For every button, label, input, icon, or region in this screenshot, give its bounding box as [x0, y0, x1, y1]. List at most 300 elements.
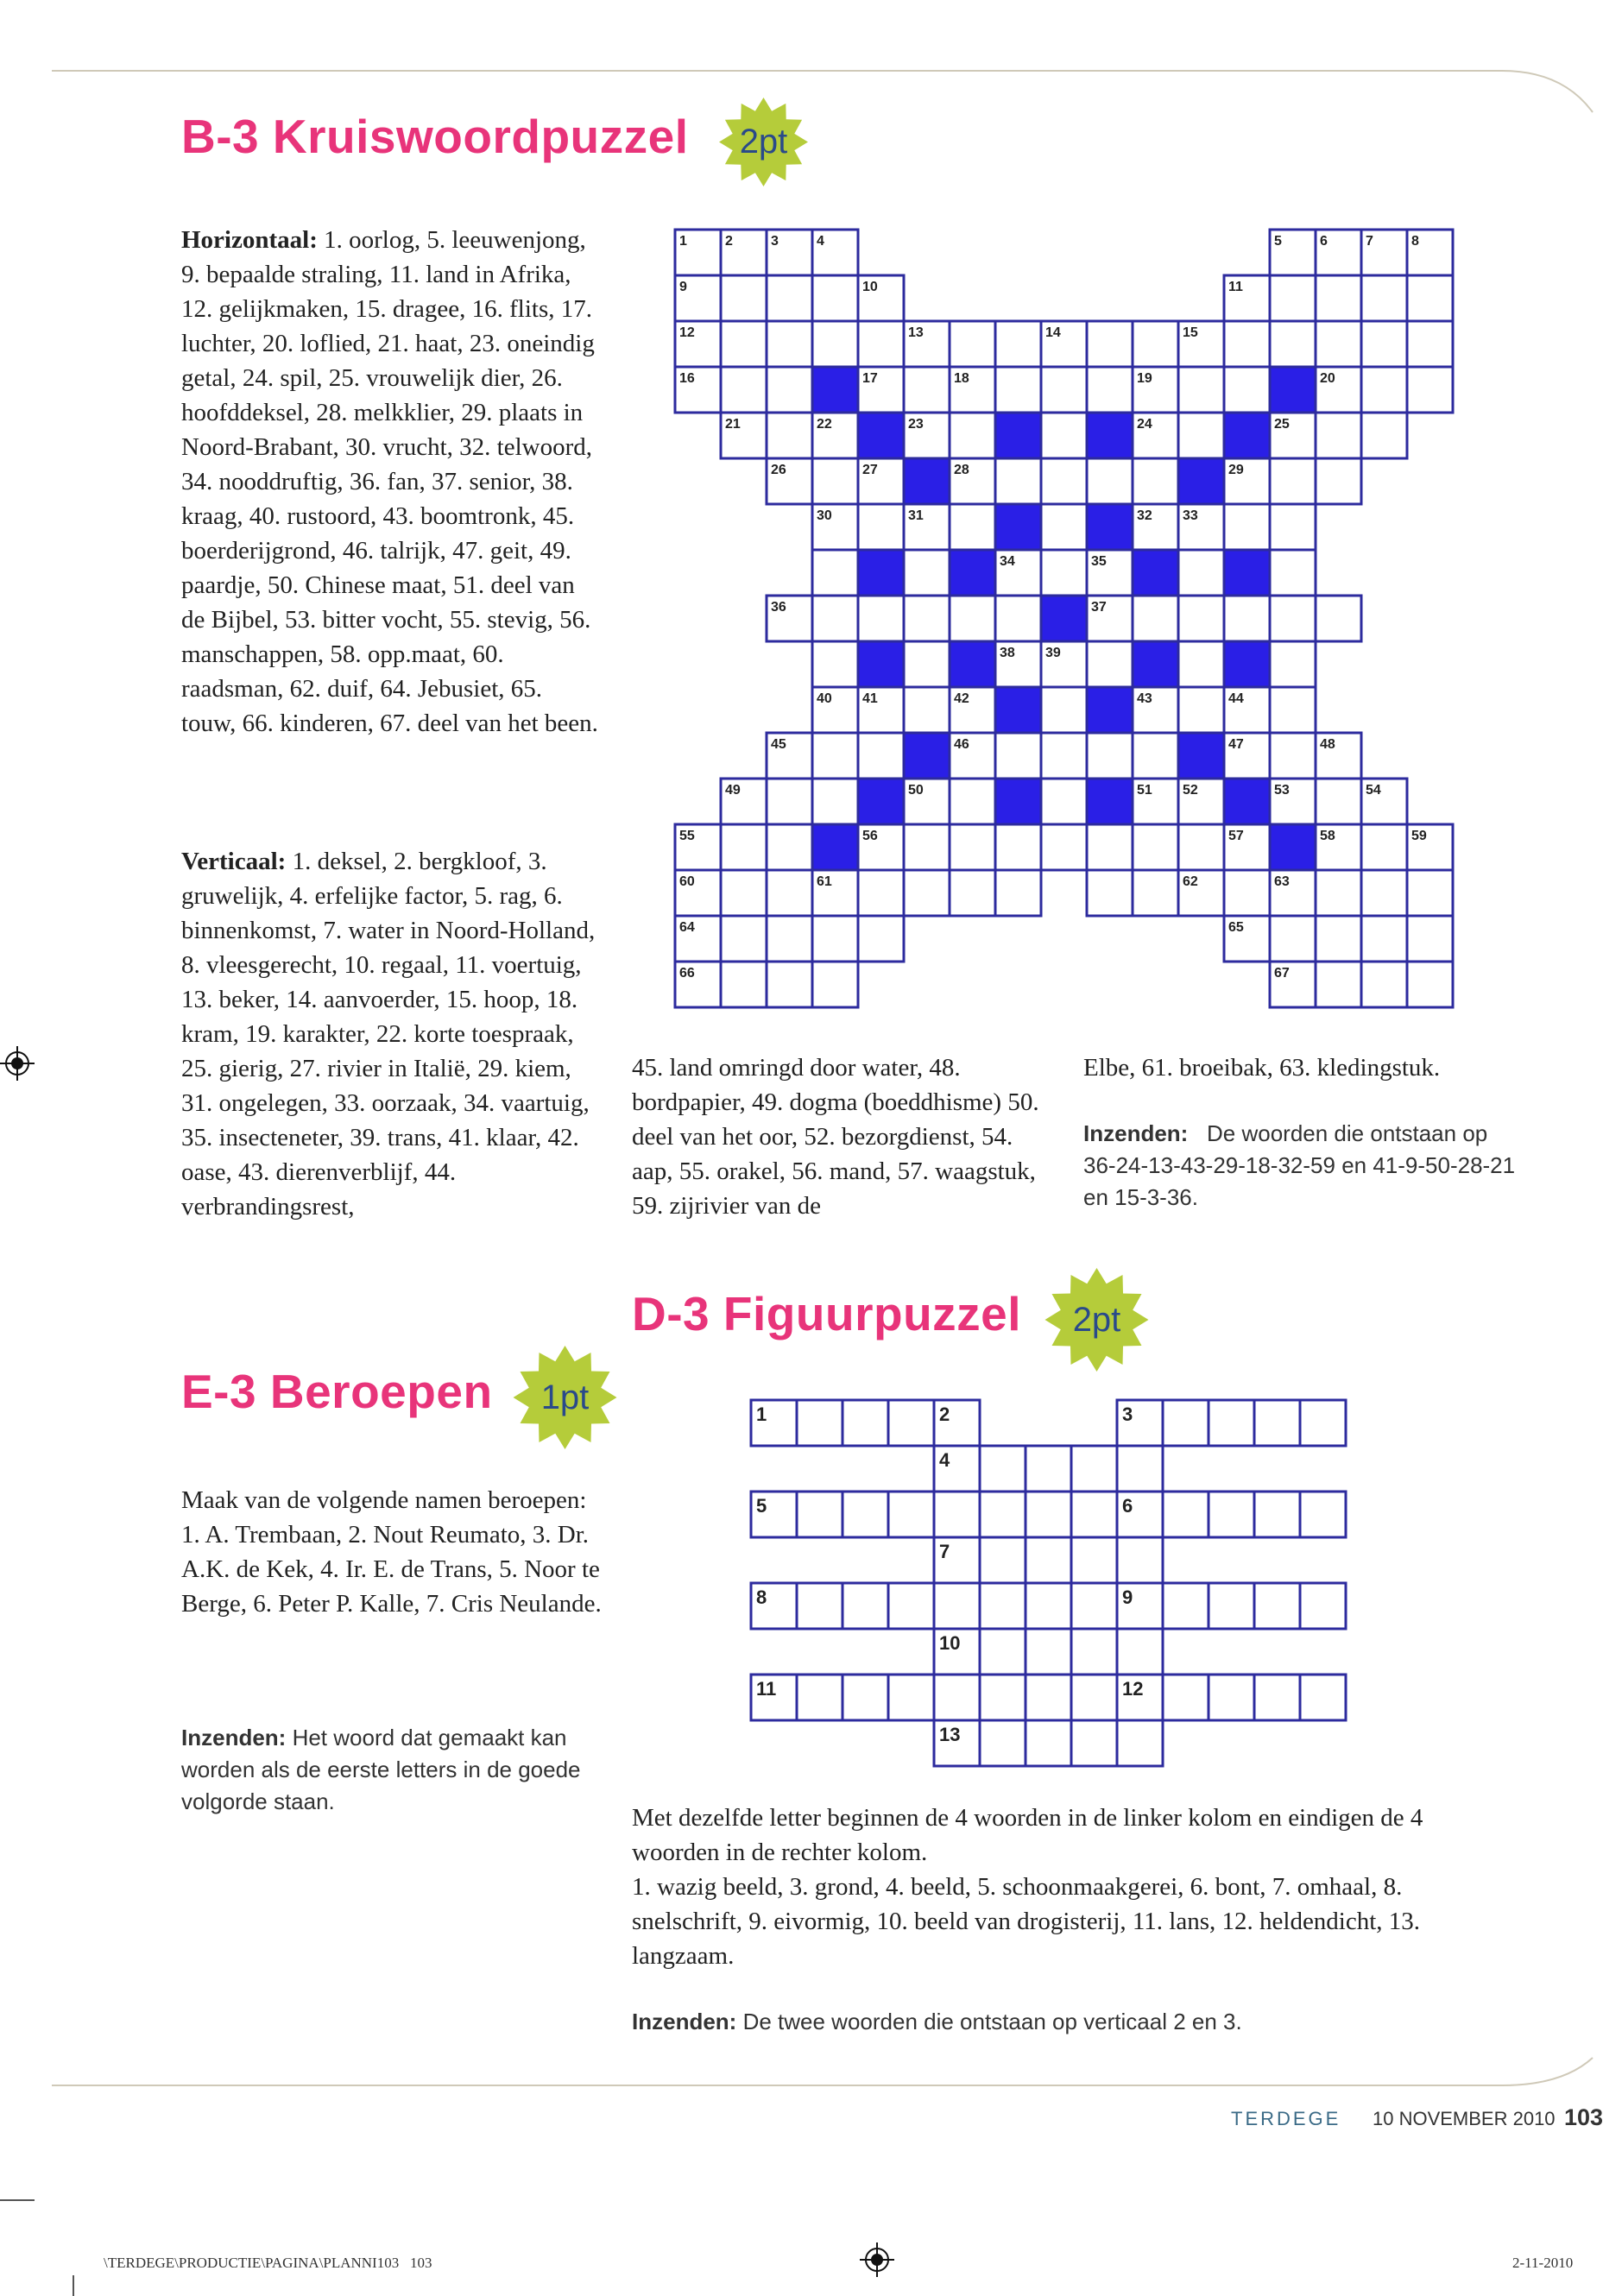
figure-cell[interactable]: [843, 1400, 888, 1446]
crossword-cell[interactable]: [1224, 504, 1270, 550]
crossword-cell[interactable]: [995, 321, 1041, 367]
crossword-cell[interactable]: [950, 321, 995, 367]
crossword-cell-number: 39: [1045, 646, 1061, 660]
crossword-cell-number: 24: [1137, 417, 1152, 432]
crossword-cell[interactable]: [1270, 321, 1316, 367]
figure-cell[interactable]: [1071, 1720, 1117, 1766]
crossword-cell-number: 25: [1274, 417, 1290, 432]
figure-cell[interactable]: [1026, 1446, 1071, 1492]
beroepen-submit-label: Inzenden:: [181, 1725, 287, 1750]
crossword-cell[interactable]: [1087, 641, 1133, 687]
crossword-cell[interactable]: [767, 779, 812, 824]
crossword-black-cell: [1224, 641, 1270, 687]
crossword-cell-number: 53: [1274, 783, 1290, 798]
crossword-cell[interactable]: [950, 824, 995, 870]
crossword-cell[interactable]: [1361, 962, 1407, 1007]
crossword-cell-number: 35: [1091, 554, 1107, 569]
crossword-cell[interactable]: [767, 321, 812, 367]
kruiswoord-submit-label: Inzenden:: [1083, 1120, 1189, 1146]
crossword-cell[interactable]: [1178, 687, 1224, 733]
crossword-cell[interactable]: [1133, 458, 1178, 504]
crossword-cell-number: 9: [679, 280, 687, 294]
crossword-cell[interactable]: [1270, 550, 1316, 596]
crossword-cell[interactable]: [858, 916, 904, 962]
crossword-cell-number: 63: [1274, 874, 1290, 889]
crossword-cell[interactable]: [812, 458, 858, 504]
crossword-cell-number: 7: [1366, 234, 1373, 249]
crossword-black-cell: [812, 367, 858, 413]
crossword-cell[interactable]: [1270, 916, 1316, 962]
crossword-cell-number: 50: [908, 783, 924, 798]
crossword-cell[interactable]: [1361, 824, 1407, 870]
crossword-cell[interactable]: [950, 504, 995, 550]
footer-print-date: 2-11-2010: [1512, 2255, 1574, 2271]
crossword-cell[interactable]: [1133, 824, 1178, 870]
figure-cell[interactable]: [980, 1446, 1026, 1492]
figure-cell[interactable]: [1026, 1629, 1071, 1675]
kruiswoord-submit: [1083, 1118, 1519, 1214]
crossword-cell-number: 21: [725, 417, 741, 432]
horizontal-label: Horizontaal:: [181, 226, 318, 254]
crossword-cell[interactable]: [1041, 824, 1087, 870]
crossword-cell-number: 57: [1228, 829, 1244, 843]
crossword-cell[interactable]: [1270, 687, 1316, 733]
crossword-cell[interactable]: [1361, 413, 1407, 458]
figure-cell[interactable]: [1026, 1675, 1071, 1720]
figure-cell[interactable]: [843, 1675, 888, 1720]
figure-puzzle-grid[interactable]: [749, 1398, 1354, 1778]
figure-cell[interactable]: [1209, 1675, 1254, 1720]
crossword-cell-number: 4: [817, 234, 824, 249]
footer-date: 10 NOVEMBER 2010: [1373, 2108, 1556, 2129]
crossword-cell[interactable]: [1087, 824, 1133, 870]
crossword-cell-number: 34: [1000, 554, 1015, 569]
figuur-intro: Met dezelfde letter beginnen de 4 woorden in de linker kolom en eindigen de 4 woorden in de rechter kolom.: [632, 1804, 1423, 1866]
crossword-cell[interactable]: [1224, 870, 1270, 916]
crossword-cell[interactable]: [721, 321, 767, 367]
crossword-cell-number: 44: [1228, 691, 1244, 706]
figure-cell[interactable]: [797, 1400, 843, 1446]
crossword-cell[interactable]: [1133, 870, 1178, 916]
crossword-cell-number: 61: [817, 874, 832, 889]
figure-cell[interactable]: [843, 1492, 888, 1537]
figure-cell[interactable]: [797, 1583, 843, 1629]
crossword-cell[interactable]: [1178, 367, 1224, 413]
crossword-cell[interactable]: [1041, 733, 1087, 779]
crossword-cell[interactable]: [767, 275, 812, 321]
crossword-black-cell: [1087, 687, 1133, 733]
crossword-cell[interactable]: [1087, 870, 1133, 916]
crossword-cell[interactable]: [812, 641, 858, 687]
figure-cell[interactable]: [1254, 1492, 1300, 1537]
crossword-cell[interactable]: [904, 367, 950, 413]
figuur-points: 2pt: [1072, 1300, 1121, 1339]
crossword-cell[interactable]: [1133, 733, 1178, 779]
figure-cell[interactable]: [888, 1675, 934, 1720]
crossword-cell[interactable]: [1407, 870, 1453, 916]
figure-cell[interactable]: [934, 1675, 980, 1720]
figure-cell[interactable]: [1117, 1537, 1163, 1583]
crossword-cell-number: 65: [1228, 920, 1244, 935]
crossword-cell[interactable]: [1407, 916, 1453, 962]
figure-cell[interactable]: [980, 1492, 1026, 1537]
figure-cell-number: 5: [756, 1495, 767, 1517]
figure-cell[interactable]: [1071, 1446, 1117, 1492]
figure-cell[interactable]: [980, 1583, 1026, 1629]
crossword-cell-number: 22: [817, 417, 832, 432]
crossword-cell[interactable]: [1407, 321, 1453, 367]
crossword-cell[interactable]: [767, 870, 812, 916]
bottom-border-curve: [0, 2054, 1593, 2115]
figure-cell[interactable]: [1254, 1675, 1300, 1720]
figure-cell-number: 9: [1122, 1586, 1133, 1608]
crossword-cell[interactable]: [904, 687, 950, 733]
crossword-cell[interactable]: [1361, 916, 1407, 962]
crossword-cell-number: 37: [1091, 600, 1107, 615]
crossword-cell-number: 29: [1228, 463, 1244, 477]
crossword-cell-number: 20: [1320, 371, 1335, 386]
figure-cell[interactable]: [980, 1629, 1026, 1675]
crossword-cell-number: 36: [771, 600, 786, 615]
crossword-cell[interactable]: [1178, 413, 1224, 458]
horizontal-text: 1. oorlog, 5. leeuwenjong, 9. bepaalde straling, 11. land in Afrika, 12. gelijkmaken, 15. dragee, 16. flits, 17. luchter, 20. loflied, 21. haat, 23. oneindig getal, 24. spil, 25. vrouwelijk dier, 26. hoofddeksel, 28. melkklier, 29. plaats in Noord-Brabant, 30. vrucht, 32. telwoord, 34. nooddruftig, 36. fan, 37. senior, 38. kraag, 40. rustoord, 43. boomtronk, 45. boerderijgrond, 46. talrijk, 47. geit, 49. paardje, 50. Chinese maat, 51. deel van de Bijbel, 53. bitter vocht, 55. stevig, 56. manschappen, 58. opp.maat, 60. raadsman, 62. duif, 64. Jebusiet, 65. touw, 66. kinderen, 67. deel van het been.: [181, 226, 598, 737]
figure-cell[interactable]: [1071, 1537, 1117, 1583]
figure-cell[interactable]: [980, 1537, 1026, 1583]
figure-cell[interactable]: [1163, 1492, 1209, 1537]
figure-cell[interactable]: [1163, 1675, 1209, 1720]
figure-cell[interactable]: [1071, 1492, 1117, 1537]
figure-cell-number: 1: [756, 1403, 767, 1425]
crossword-cell[interactable]: [1316, 962, 1361, 1007]
crossword-cell[interactable]: [812, 275, 858, 321]
figure-cell[interactable]: [980, 1720, 1026, 1766]
registration-mark-bottom: [860, 2242, 894, 2277]
figure-cell[interactable]: [888, 1583, 934, 1629]
figuur-points-badge: [1034, 1267, 1159, 1372]
crossword-black-cell: [858, 779, 904, 824]
crossword-cell[interactable]: [1178, 596, 1224, 641]
crossword-black-cell: [904, 733, 950, 779]
crossword-cell[interactable]: [1224, 596, 1270, 641]
crossword-cell-number: 14: [1045, 325, 1061, 340]
figure-cell-number: 3: [1122, 1403, 1133, 1425]
vertical-text-col1: 1. deksel, 2. bergkloof, 3. gruwelijk, 4. erfelijke factor, 5. rag, 6. binnenkomst, 7. water in Noord-Holland, 8. vleesgerecht, 10. regaal, 11. voertuig, 13. beker, 14. aanvoerder, 15. hoop, 18. kram, 19. karakter, 22. korte toespraak, 25. gierig, 27. rivier in Italië, 29. kiem, 31. ongelegen, 33. oorzaak, 34. vaartuig, 35. insecteneter, 39. trans, 41. klaar, 42. oase, 43. dierenverblijf, 44. verbrandingsrest,: [181, 848, 596, 1221]
crossword-cell-number: 49: [725, 783, 741, 798]
crossword-cell[interactable]: [767, 413, 812, 458]
figure-cell-number: 2: [939, 1403, 950, 1425]
crossword-cell[interactable]: [858, 733, 904, 779]
crossword-cell[interactable]: [858, 596, 904, 641]
figure-cell[interactable]: [1209, 1492, 1254, 1537]
crossword-cell[interactable]: [767, 824, 812, 870]
figure-cell[interactable]: [1071, 1675, 1117, 1720]
crossword-black-cell: [1224, 779, 1270, 824]
figure-cell-number: 12: [1122, 1678, 1144, 1700]
crossword-black-cell: [858, 550, 904, 596]
crossword-cell[interactable]: [1361, 275, 1407, 321]
crossword-cell[interactable]: [721, 367, 767, 413]
figure-cell[interactable]: [934, 1492, 980, 1537]
figure-cell[interactable]: [1071, 1583, 1117, 1629]
crossword-black-cell: [995, 504, 1041, 550]
crossword-cell[interactable]: [1087, 367, 1133, 413]
crossword-cell[interactable]: [812, 733, 858, 779]
figuur-submit: [632, 2006, 1530, 2038]
beroepen-intro: Maak van de volgende namen beroepen:: [181, 1486, 587, 1514]
footer-left-tick: [73, 2275, 74, 2296]
crossword-cell[interactable]: [1361, 870, 1407, 916]
crossword-cell-number: 38: [1000, 646, 1015, 660]
figure-cell[interactable]: [1254, 1583, 1300, 1629]
crossword-cell[interactable]: [1224, 367, 1270, 413]
beroepen-text: [181, 1483, 603, 1621]
crossword-cell[interactable]: [721, 962, 767, 1007]
crossword-cell[interactable]: [950, 779, 995, 824]
crossword-cell[interactable]: [767, 367, 812, 413]
crossword-cell-number: 62: [1183, 874, 1198, 889]
crossword-cell[interactable]: [1178, 641, 1224, 687]
crossword-cell[interactable]: [1316, 870, 1361, 916]
figure-cell[interactable]: [1026, 1537, 1071, 1583]
beroepen-points-badge: [502, 1345, 628, 1450]
figure-cell[interactable]: [797, 1675, 843, 1720]
beroepen-submit: [181, 1722, 596, 1818]
footer-left-rule: [0, 2199, 35, 2201]
crossword-cell[interactable]: [995, 824, 1041, 870]
crossword-cell-number: 46: [954, 737, 969, 752]
beroepen-title: E-3 Beroepen: [181, 1365, 493, 1418]
crossword-cell[interactable]: [812, 550, 858, 596]
crossword-black-cell: [1224, 550, 1270, 596]
crossword-black-cell: [1270, 367, 1316, 413]
figuur-clues: 1. wazig beeld, 3. grond, 4. beeld, 5. schoonmaakgerei, 6. bont, 7. omhaal, 8. snelschrift, 9. eivormig, 10. beeld van drogisterij, 11. lans, 12. heldendicht, 13. langzaam.: [632, 1873, 1421, 1970]
kruiswoord-submit-text: De woorden die ontstaan op 36-24-13-43-29-18-32-59 en 41-9-50-28-21 en 15-3-36.: [1083, 1120, 1516, 1210]
crossword-cell-number: 12: [679, 325, 695, 340]
crossword-cell[interactable]: [812, 779, 858, 824]
figure-cell[interactable]: [980, 1675, 1026, 1720]
figure-cell-number: 11: [756, 1678, 777, 1700]
figure-cell[interactable]: [1209, 1583, 1254, 1629]
crossword-cell[interactable]: [1133, 596, 1178, 641]
figure-cell[interactable]: [1117, 1720, 1163, 1766]
figure-cell-number: 13: [939, 1724, 961, 1745]
crossword-cell[interactable]: [1270, 596, 1316, 641]
crossword-cell[interactable]: [1316, 458, 1361, 504]
crossword-cell-number: 26: [771, 463, 786, 477]
crossword-black-cell: [1178, 458, 1224, 504]
kruiswoord-vertical-clues-col2: 45. land omringd door water, 48. bordpapier, 49. dogma (boeddhisme) 50. deel van het oor, 52. bezorgdienst, 54. aap, 55. orakel, 56. mand, 57. waagstuk, 59. zijrivier van de: [632, 1054, 1039, 1220]
crossword-cell[interactable]: [721, 824, 767, 870]
kruiswoord-vertical-clues-col3: Elbe, 61. broeibak, 63. kledingstuk.: [1083, 1054, 1441, 1082]
figuur-instructions: [632, 1801, 1512, 1973]
figure-cell[interactable]: [1254, 1400, 1300, 1446]
crossword-cell[interactable]: [1361, 367, 1407, 413]
crossword-cell[interactable]: [767, 962, 812, 1007]
crossword-cell-number: 40: [817, 691, 832, 706]
crossword-cell-number: 64: [679, 920, 695, 935]
crossword-grid[interactable]: [673, 228, 1466, 1013]
crossword-cell[interactable]: [904, 596, 950, 641]
figure-cell[interactable]: [1300, 1583, 1346, 1629]
crossword-cell[interactable]: [1041, 413, 1087, 458]
crossword-cell-number: 2: [725, 234, 733, 249]
crossword-cell[interactable]: [1270, 641, 1316, 687]
crossword-cell[interactable]: [721, 275, 767, 321]
crossword-cell[interactable]: [1041, 458, 1087, 504]
kruiswoord-horizontal-clues: [181, 223, 603, 741]
figure-cell[interactable]: [888, 1492, 934, 1537]
crossword-cell-number: 33: [1183, 508, 1198, 523]
figure-cell-number: 7: [939, 1541, 950, 1562]
figure-cell[interactable]: [843, 1583, 888, 1629]
crossword-black-cell: [1270, 824, 1316, 870]
figure-cell[interactable]: [1117, 1629, 1163, 1675]
crossword-cell[interactable]: [1316, 779, 1361, 824]
crossword-cell[interactable]: [812, 596, 858, 641]
crossword-cell[interactable]: [1041, 504, 1087, 550]
crossword-cell[interactable]: [1407, 367, 1453, 413]
crossword-cell[interactable]: [858, 504, 904, 550]
crossword-cell-number: 8: [1411, 234, 1419, 249]
figure-cell[interactable]: [1300, 1400, 1346, 1446]
crossword-cell-number: 28: [954, 463, 969, 477]
crossword-cell[interactable]: [995, 596, 1041, 641]
crossword-cell[interactable]: [904, 550, 950, 596]
crossword-cell-number: 30: [817, 508, 832, 523]
crossword-black-cell: [1178, 733, 1224, 779]
crossword-cell[interactable]: [995, 458, 1041, 504]
crossword-cell[interactable]: [950, 870, 995, 916]
crossword-black-cell: [995, 779, 1041, 824]
figure-cell[interactable]: [1071, 1629, 1117, 1675]
crossword-cell[interactable]: [1316, 413, 1361, 458]
crossword-black-cell: [995, 413, 1041, 458]
crossword-cell-number: 23: [908, 417, 924, 432]
crossword-cell[interactable]: [995, 367, 1041, 413]
crossword-cell[interactable]: [1041, 550, 1087, 596]
crossword-cell-number: 58: [1320, 829, 1335, 843]
crossword-cell-number: 13: [908, 325, 924, 340]
crossword-cell[interactable]: [721, 916, 767, 962]
crossword-cell-number: 18: [954, 371, 969, 386]
figuur-title: D-3 Figuurpuzzel: [632, 1287, 1022, 1340]
crossword-cell[interactable]: [1316, 916, 1361, 962]
crossword-cell[interactable]: [1361, 321, 1407, 367]
crossword-cell[interactable]: [1316, 596, 1361, 641]
crossword-cell[interactable]: [904, 824, 950, 870]
crossword-black-cell: [858, 641, 904, 687]
figure-cell[interactable]: [797, 1492, 843, 1537]
crossword-cell[interactable]: [904, 641, 950, 687]
crossword-cell[interactable]: [1270, 504, 1316, 550]
crossword-black-cell: [1224, 413, 1270, 458]
crossword-cell[interactable]: [1087, 321, 1133, 367]
figure-cell[interactable]: [934, 1583, 980, 1629]
crossword-cell[interactable]: [1087, 458, 1133, 504]
figure-cell[interactable]: [1163, 1583, 1209, 1629]
crossword-cell[interactable]: [812, 321, 858, 367]
crossword-cell[interactable]: [995, 870, 1041, 916]
crossword-cell-number: 52: [1183, 783, 1198, 798]
crossword-cell[interactable]: [950, 413, 995, 458]
crossword-black-cell: [1087, 779, 1133, 824]
crossword-cell[interactable]: [1270, 733, 1316, 779]
crossword-black-cell: [904, 458, 950, 504]
figure-cell[interactable]: [1026, 1492, 1071, 1537]
crossword-cell[interactable]: [812, 916, 858, 962]
crossword-black-cell: [1087, 504, 1133, 550]
crossword-cell[interactable]: [1087, 733, 1133, 779]
footer-page-number: 103: [1564, 2104, 1603, 2130]
crossword-cell[interactable]: [1316, 321, 1361, 367]
vertical-label: Verticaal:: [181, 848, 287, 875]
figure-cell[interactable]: [1300, 1492, 1346, 1537]
crossword-cell-number: 31: [908, 508, 924, 523]
crossword-cell-number: 43: [1137, 691, 1152, 706]
figure-cell-number: 6: [1122, 1495, 1133, 1517]
crossword-cell-number: 1: [679, 234, 687, 249]
crossword-cell-number: 56: [862, 829, 878, 843]
figure-cell[interactable]: [1026, 1583, 1071, 1629]
crossword-cell[interactable]: [1316, 275, 1361, 321]
registration-mark-left: [0, 1046, 35, 1081]
figure-cell[interactable]: [1300, 1675, 1346, 1720]
figuur-submit-text: De twee woorden die ontstaan op verticaal 2 en 3.: [736, 2009, 1242, 2034]
crossword-cell[interactable]: [1041, 779, 1087, 824]
figure-cell[interactable]: [1026, 1720, 1071, 1766]
crossword-cell-number: 51: [1137, 783, 1152, 798]
crossword-cell-number: 32: [1137, 508, 1152, 523]
crossword-cell[interactable]: [858, 870, 904, 916]
figure-cell[interactable]: [1209, 1400, 1254, 1446]
crossword-cell-number: 42: [954, 691, 969, 706]
crossword-cell-number: 19: [1137, 371, 1152, 386]
crossword-cell[interactable]: [1178, 824, 1224, 870]
crossword-cell[interactable]: [1407, 275, 1453, 321]
kruiswoord-title: B-3 Kruiswoordpuzzel: [181, 110, 689, 163]
figure-cell[interactable]: [1117, 1446, 1163, 1492]
crossword-cell[interactable]: [767, 916, 812, 962]
footer-magazine: TERDEGE: [1231, 2108, 1341, 2129]
crossword-cell[interactable]: [1270, 275, 1316, 321]
crossword-cell[interactable]: [1041, 687, 1087, 733]
crossword-cell-number: 15: [1183, 325, 1198, 340]
crossword-cell-number: 47: [1228, 737, 1244, 752]
crossword-cell[interactable]: [812, 962, 858, 1007]
crossword-black-cell: [812, 824, 858, 870]
crossword-cell[interactable]: [1407, 962, 1453, 1007]
figure-cell[interactable]: [1163, 1400, 1209, 1446]
crossword-cell[interactable]: [995, 733, 1041, 779]
crossword-cell-number: 66: [679, 966, 695, 981]
crossword-cell-number: 67: [1274, 966, 1290, 981]
figure-cell-number: 10: [939, 1632, 961, 1654]
crossword-cell[interactable]: [904, 870, 950, 916]
crossword-cell[interactable]: [950, 596, 995, 641]
crossword-cell[interactable]: [1178, 550, 1224, 596]
crossword-cell[interactable]: [1133, 321, 1178, 367]
crossword-cell[interactable]: [858, 321, 904, 367]
crossword-cell-number: 45: [771, 737, 786, 752]
crossword-cell[interactable]: [1224, 321, 1270, 367]
crossword-cell-number: 10: [862, 280, 878, 294]
figure-cell[interactable]: [888, 1400, 934, 1446]
crossword-cell[interactable]: [1041, 367, 1087, 413]
kruiswoord-points-badge: [701, 97, 826, 187]
crossword-cell[interactable]: [1270, 458, 1316, 504]
beroepen-submit-text: Het woord dat gemaakt kan worden als de eerste letters in de goede volgorde staan.: [181, 1725, 581, 1814]
crossword-cell[interactable]: [721, 870, 767, 916]
